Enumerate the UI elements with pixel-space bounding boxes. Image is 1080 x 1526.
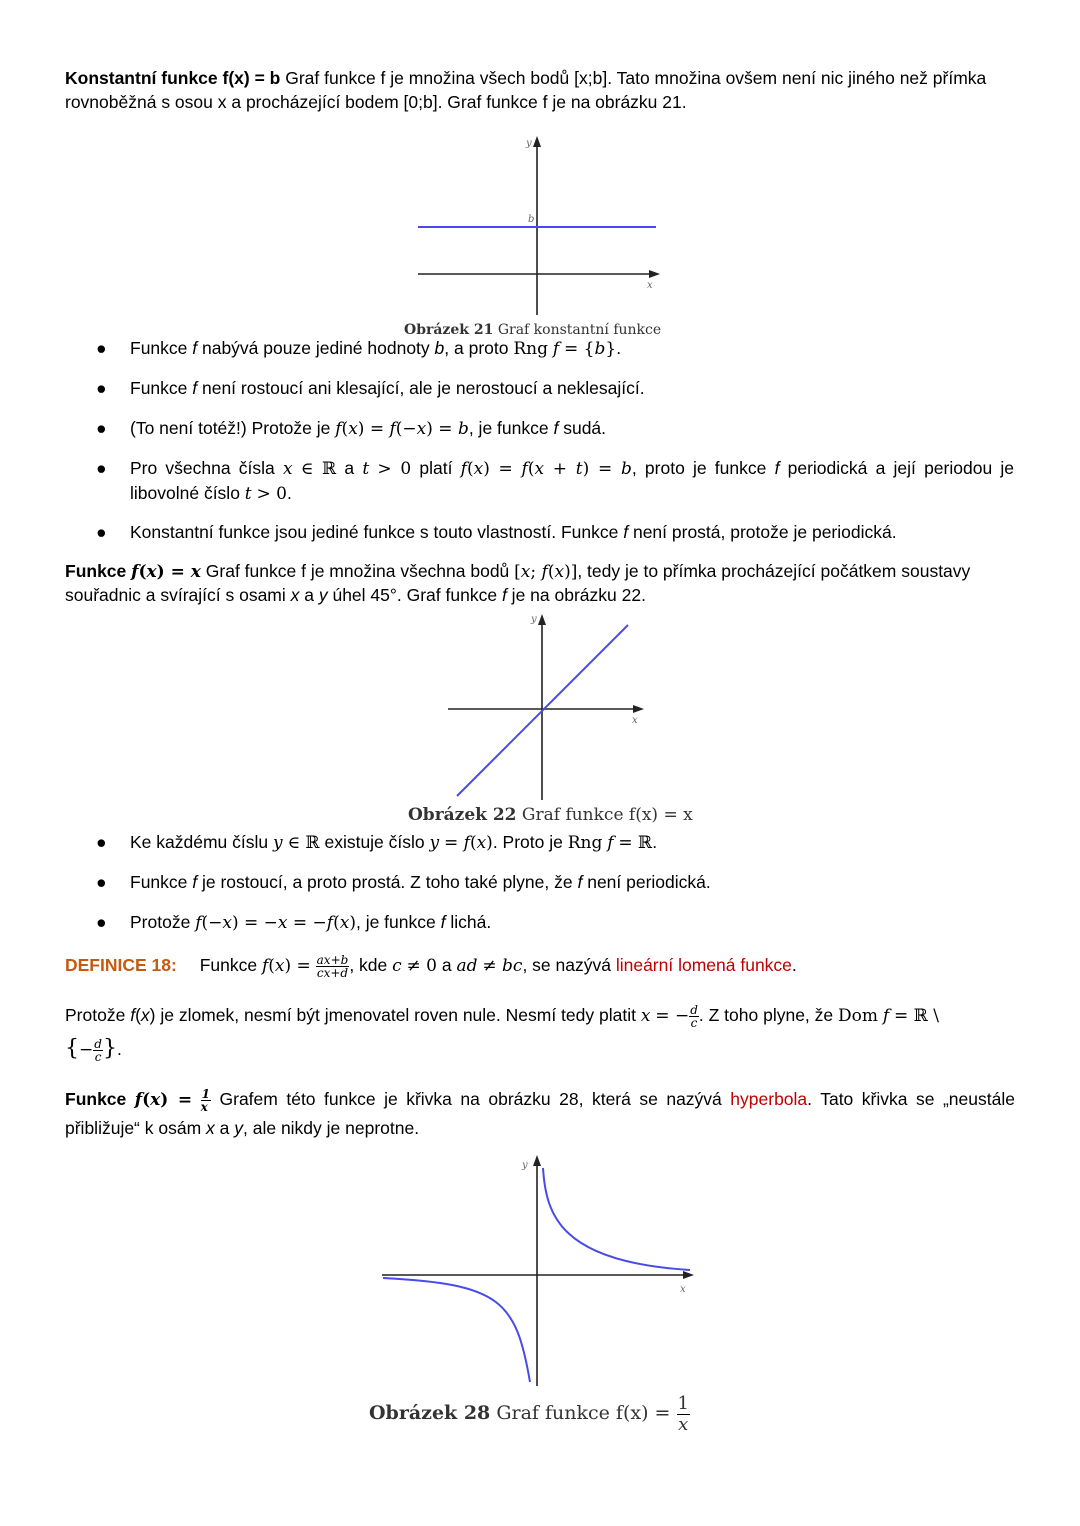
hyperbola-paragraph-line1: Funkce f(x) = $\frac{1}{x}$ Grafem této funkce je křivka na obrázku 28, která se nazývá hyperbola. Tato křivka se „neustále [65, 1086, 1015, 1114]
bullet-icon: ● [96, 418, 107, 438]
fig28-caption-bold: Obrázek 28 [369, 1402, 491, 1424]
fig28-label-y: y [522, 1160, 528, 1171]
fig28-hyperbola-branch-left [383, 1278, 530, 1382]
bullet-icon: ● [96, 522, 107, 542]
definition-frac-den: cx+d [316, 965, 349, 980]
fig28-caption-fraction [677, 1394, 690, 1435]
hyperbola-head-den: x [200, 1099, 208, 1114]
domain-frac-den: c [690, 1015, 698, 1030]
definition-term: lineární lomená funkce [615, 955, 792, 975]
domain-set-frac-den: c [94, 1049, 102, 1064]
fig21-label-b: b [528, 214, 535, 225]
identity-paragraph-line2: souřadnic a svírající s osami x a y úhel 45°. Graf funkce f je na obrázku 22. [65, 585, 646, 605]
const-text-2: rovnoběžná s osou x a procházející bodem [0;b]. Graf funkce f je na obrázku 21. [65, 92, 687, 112]
fig22-label-y: y [531, 614, 537, 625]
bullet-icon: ● [96, 872, 107, 892]
bullet-icon: ● [96, 338, 107, 358]
fig22-caption-bold: Obrázek 22 [408, 805, 517, 825]
hyperbola-term: hyperbola [730, 1089, 808, 1109]
hyperbola-paragraph-line2: přibližuje“ k osám x a y, ale nikdy je neprotne. [65, 1118, 420, 1138]
fig28-y-arrow [533, 1155, 541, 1166]
hyperbola-head-num: 1 [201, 1086, 210, 1101]
definition-frac-num: ax+b [316, 952, 349, 967]
fig22-caption-text: Graf funkce f(x) = x [521, 805, 693, 825]
fig28-caption-text: Graf funkce f(x) = [496, 1402, 671, 1424]
hyperbola-text-1a: Grafem této funkce je křivka na obrázku 28, která se nazývá [219, 1089, 722, 1109]
bullet-icon: ● [96, 378, 107, 398]
domain-note-line2: {− $\frac{d}{c}$ }. [65, 1036, 122, 1064]
fig28-caption-num: 1 [677, 1392, 689, 1414]
bullet-icon: ● [96, 832, 107, 852]
identity-paragraph-line1: Funkce f(x) = x Graf funkce f je množina všechna bodů [x; f(x)], tedy je to přímka procházející počátkem soustavy [65, 561, 971, 582]
fig21-caption-bold: Obrázek 21 [404, 322, 494, 334]
domain-frac-num: d [690, 1002, 698, 1017]
bullet-icon: ● [96, 458, 107, 478]
fig22-label-x: x [632, 715, 638, 726]
fig28-x-arrow [683, 1271, 694, 1279]
definition-period: . [791, 955, 797, 975]
fig21-label-y: y [526, 138, 532, 149]
hyperbola-text-1b: . Tato křivka se „neustále [807, 1089, 1015, 1109]
fig21-caption-text: Graf konstantní funkce [497, 322, 662, 334]
fig28-label-x: x [680, 1284, 686, 1295]
const-text-1: Graf funkce f je množina všech bodů [x;b]. Tato množina ovšem není nic jiného než přímka [285, 68, 987, 88]
const-heading: Konstantní funkce f(x) = b [65, 68, 281, 88]
bullet-icon: ● [96, 912, 107, 932]
fig28-hyperbola-branch-right [543, 1168, 690, 1270]
definition-label: DEFINICE 18: [65, 955, 177, 975]
fig21-label-x: x [647, 280, 653, 291]
domain-set-frac-num: d [94, 1036, 102, 1051]
definition-18: DEFINICE 18: Funkce f(x) = $\frac{ax+b}{cx+d}$ , kde c ≠ 0 a ad ≠ bc, se nazývá lineární lomená funkce. [65, 952, 797, 980]
domain-note-line1: Protože f(x) je zlomek, nesmí být jmenovatel roven nule. Nesmí tedy platit x = − $\frac{d}{c}$ . Z toho plyne, že Dom f = ℝ \ [65, 1002, 939, 1030]
figure-28-caption [369, 1390, 690, 1436]
fig28-caption-den: x [678, 1413, 689, 1435]
